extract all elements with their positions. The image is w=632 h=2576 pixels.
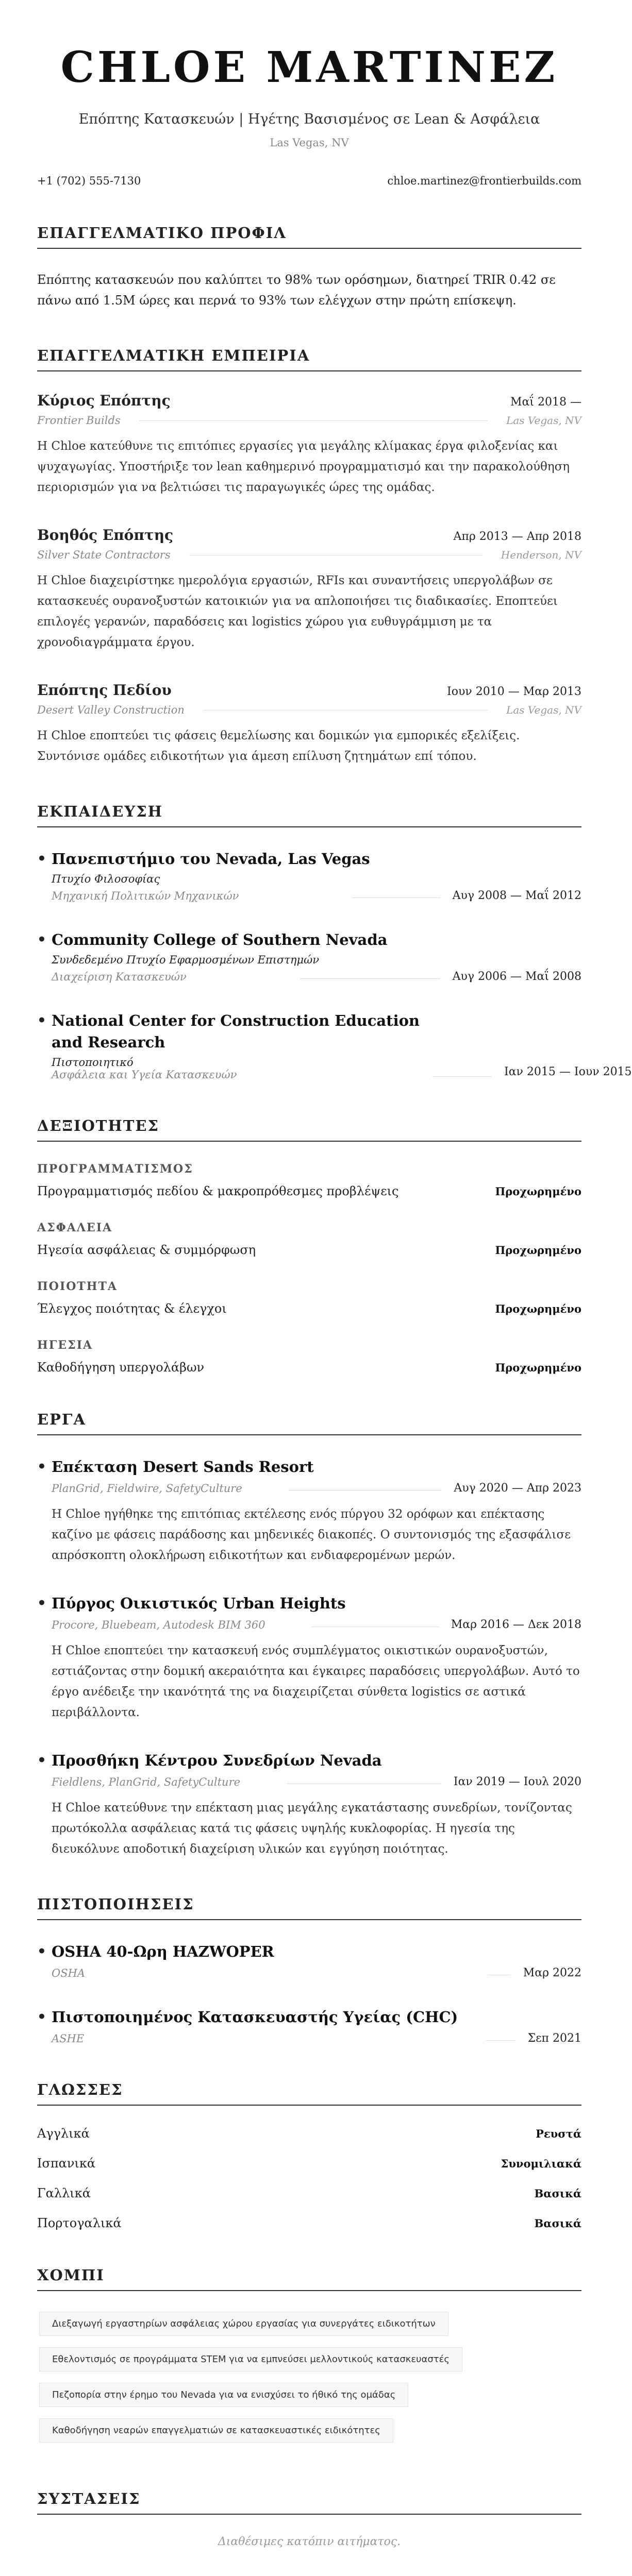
education-entry — [37, 929, 581, 983]
skill-category: ΠΡΟΓΡΑΜΜΑΤΙΣΜΟΣ — [37, 1162, 193, 1176]
skill-group — [37, 1280, 581, 1316]
language-level: Βασικά — [534, 2217, 581, 2230]
job-dates: Ιουν 2010 — Μαρ 2013 — [447, 685, 581, 698]
languages-section — [37, 2081, 581, 2230]
section-title: ΣΥΣΤΑΣΕΙΣ — [37, 2490, 581, 2515]
certification-issuer: OSHA — [52, 1967, 86, 1979]
job-location: Henderson, NV — [501, 549, 581, 561]
project-description: Η Chloe εποπτεύει την κατασκευή ενός συμπλέγματος οικιστικών ουρανοξυστών, εστιάζοντας στην δομική ακεραιότητα και έγκαιρες παραδόσεις υπεργολάβων. Αυτό το έργο ανέδειξε την ικανότητά της να διαχειρίζεται σύνθετα logistics σε αστικά περιβάλλοντα. — [52, 1644, 580, 1719]
section-title: ΓΛΩΣΣΕΣ — [37, 2081, 581, 2106]
language-name: Ισπανικά — [37, 2156, 96, 2171]
hobby-tag: Εθελοντισμός σε προγράμματα STEM για να εμπνεύσει μελλοντικούς κατασκευαστές — [39, 2347, 462, 2371]
certification-name: OSHA 40-Ωρη HAZWOPER — [52, 1943, 274, 1960]
field-of-study: Μηχανική Πολιτικών Μηχανικών — [52, 890, 239, 902]
project-dates: Αυγ 2020 — Απρ 2023 — [454, 1482, 581, 1495]
resume-header — [37, 43, 581, 187]
job-dates: Μαΐ 2018 — — [510, 396, 581, 409]
bullet-icon: • — [37, 1012, 46, 1029]
language-row — [37, 2216, 581, 2230]
job-entry — [37, 527, 581, 653]
candidate-location: Las Vegas, NV — [270, 137, 349, 149]
skill-group — [37, 1162, 581, 1198]
divider — [139, 420, 488, 421]
language-level: Βασικά — [534, 2187, 581, 2200]
degree-name: Συνδεδεμένο Πτυχίο Εφαρμοσμένων Επιστημών — [52, 954, 320, 966]
references-section — [37, 2490, 581, 2548]
degree-name: Πτυχίο Φιλοσοφίας — [52, 873, 160, 885]
project-dates: Μαρ 2016 — Δεκ 2018 — [451, 1618, 581, 1631]
language-name: Γαλλικά — [37, 2186, 91, 2200]
profile-section — [37, 224, 581, 311]
skill-category: ΗΓΕΣΙΑ — [37, 1338, 93, 1352]
project-entry — [37, 1750, 581, 1859]
project-dates: Ιαν 2019 — Ιουλ 2020 — [453, 1775, 581, 1788]
job-company: Frontier Builds — [37, 414, 121, 427]
divider — [300, 978, 440, 979]
section-title: ΕΚΠΑΙΔΕΥΣΗ — [37, 803, 581, 827]
bullet-icon: • — [37, 1458, 46, 1475]
bullet-icon: • — [37, 2008, 46, 2025]
skill-name: Καθοδήγηση υπεργολάβων — [37, 1360, 205, 1375]
section-title: ΠΙΣΤΟΠΟΙΗΣΕΙΣ — [37, 1895, 581, 1920]
projects-section — [37, 1411, 581, 1859]
language-name: Πορτογαλικά — [37, 2216, 122, 2230]
language-level: Ρευστά — [536, 2127, 581, 2140]
education-section — [37, 803, 632, 1081]
language-level: Συνομιλιακά — [501, 2157, 581, 2170]
skill-level: Προχωρημένο — [495, 1302, 581, 1315]
job-location: Las Vegas, NV — [506, 704, 581, 716]
hobby-tag: Διεξαγωγή εργαστηρίων ασφάλειας χώρου εργασίας για συνεργάτες ειδικοτήτων — [39, 2312, 448, 2336]
references-note: Διαθέσιμες κατόπιν αιτήματος. — [218, 2535, 401, 2548]
language-row — [37, 2156, 581, 2171]
project-name: Πύργος Οικιστικός Urban Heights — [52, 1595, 346, 1612]
certification-issuer: ASHE — [52, 2032, 85, 2045]
hobby-tag: Πεζοπορία στην έρημο του Nevada για να ενισχύσει το ήθικό της ομάδας — [39, 2383, 408, 2407]
degree-name: Πιστοποιητικό — [52, 1056, 134, 1069]
phone-number: +1 (702) 555-7130 — [37, 175, 141, 187]
email-address: chloe.martinez@frontierbuilds.com — [387, 175, 581, 187]
job-description: Η Chloe εποπτεύει τις φάσεις θεμελίωσης και δομικών για εμπορικές εξελίξεις. Συντόνισε ομάδες ειδικοτήτων για άμεση επίλυση ζητημάτων επί τόπου. — [37, 729, 520, 763]
education-dates: Ιαν 2015 — Ιουν 2015 — [504, 1065, 632, 1078]
skill-level: Προχωρημένο — [495, 1244, 581, 1257]
hobby-list — [37, 2312, 581, 2454]
certification-date: Σεπ 2021 — [527, 2032, 581, 2045]
institution-name: Community College of Southern Nevada — [52, 931, 388, 948]
divider — [312, 1626, 439, 1627]
bullet-icon: • — [37, 850, 46, 867]
section-title: ΕΠΑΓΓΕΛΜΑΤΙΚΟ ΠΡΟΦΙΛ — [37, 224, 581, 249]
skills-section — [37, 1117, 581, 1375]
skill-name: Προγραμματισμός πεδίου & μακροπρόθεσμες προβλέψεις — [37, 1184, 399, 1198]
job-entry — [37, 682, 581, 767]
divider — [433, 1076, 492, 1077]
job-location: Las Vegas, NV — [506, 414, 581, 427]
project-entry — [37, 1456, 581, 1566]
section-title: ΔΕΞΙΟΤΗΤΕΣ — [37, 1117, 581, 1142]
job-description: Η Chloe κατεύθυνε τις επιτόπιες εργασίες για μεγάλης κλίμακας έργα φιλοξενίας και ψυχαγωγίας. Υποστήριξε τον lean καθημερινό προγραμματισμό και την παρακολούθηση περιορισμών για να βελτιώσει τις παραγωγικές ώρες της ομάδας. — [37, 439, 570, 494]
project-tools: Fieldlens, PlanGrid, SafetyCulture — [52, 1776, 241, 1788]
certification-name: Πιστοποιημένος Κατασκευαστής Υγείας (CHC) — [52, 2008, 458, 2026]
project-tools: Procore, Bluebeam, Autodesk BIM 360 — [52, 1619, 265, 1631]
section-title: ΧΟΜΠΙ — [37, 2266, 581, 2291]
language-row — [37, 2126, 581, 2141]
hobbies-section — [37, 2266, 581, 2454]
language-row — [37, 2186, 581, 2200]
job-dates: Απρ 2013 — Απρ 2018 — [453, 530, 581, 543]
certification-entry — [37, 2006, 581, 2045]
education-dates: Αυγ 2006 — Μαΐ 2008 — [452, 970, 581, 983]
bullet-icon: • — [37, 1943, 46, 1960]
institution-name: National Center for Construction Education and Research — [52, 1012, 420, 1051]
field-of-study: Ασφάλεια και Υγεία Κατασκευών — [52, 1069, 237, 1081]
project-tools: PlanGrid, Fieldwire, SafetyCulture — [52, 1482, 242, 1495]
bullet-icon: • — [37, 1752, 46, 1769]
skill-group — [37, 1221, 581, 1257]
skill-level: Προχωρημένο — [495, 1361, 581, 1374]
education-entry — [37, 1010, 632, 1081]
certification-date: Μαρ 2022 — [523, 1967, 581, 1979]
bullet-icon: • — [37, 931, 46, 948]
education-dates: Αυγ 2008 — Μαΐ 2012 — [452, 889, 581, 902]
field-of-study: Διαχείριση Κατασκευών — [52, 971, 187, 983]
language-name: Αγγλικά — [37, 2126, 90, 2141]
certifications-section — [37, 1895, 581, 2045]
candidate-name: CHLOE MARTINEZ — [60, 43, 558, 92]
project-description: Η Chloe ηγήθηκε της επιτόπιας εκτέλεσης ενός πύργου 32 ορόφων και επέκτασης καζίνο με φάσεις παράδοσης και μηδενικές διακοπές. Ο συντονισμός της εξασφάλισε απρόσκοπτη ολοκλήρωση ειδικοτήτων και ενδιαφερομένων μερών. — [52, 1507, 571, 1562]
institution-name: Πανεπιστήμιο του Nevada, Las Vegas — [52, 850, 370, 868]
skill-category: ΑΣΦΑΛΕΙΑ — [37, 1221, 113, 1234]
skill-level: Προχωρημένο — [495, 1185, 581, 1198]
project-description: Η Chloe κατεύθυνε την επέκταση μιας μεγάλης εγκατάστασης συνεδρίων, τονίζοντας πρωτόκολλα ασφάλειας κατά τις φάσεις υψηλής κυκλοφορίας. Η ηγεσία της διευκόλυνε αποδοτική διαχείριση υλικών και εγγύηση ποιότητας. — [52, 1801, 572, 1856]
project-name: Επέκταση Desert Sands Resort — [52, 1458, 314, 1476]
section-title: ΕΠΑΓΓΕΛΜΑΤΙΚΗ ΕΜΠΕΙΡΙΑ — [37, 347, 581, 371]
job-title: Κύριος Επόπτης — [37, 392, 171, 409]
education-entry — [37, 848, 581, 902]
job-description: Η Chloe διαχειρίστηκε ημερολόγια εργασιών, RFIs και συναντήσεις υπεργολάβων σε κατασκευές ουρανοξυστών κατοικιών για να απλοποιήσει τις διαδικασίες. Εποπτεύει επιλογές γερανών, παραδόσεις και logistics χώρου για ευθυγράμμιση με τα χρονοδιαγράμματα έργου. — [37, 574, 558, 649]
contact-row — [37, 175, 581, 187]
divider — [486, 2040, 515, 2041]
profile-summary: Επόπτης κατασκευών που καλύπτει το 98% των ορόσημων, διατηρεί TRIR 0.42 σε πάνω από 1.5M ώρες και περνά το 93% των ελέγχων στην πρώτη επίσκεψη. — [37, 273, 556, 308]
job-company: Silver State Contractors — [37, 549, 171, 561]
skill-name: Ηγεσία ασφάλειας & συμμόρφωση — [37, 1243, 256, 1257]
skill-group — [37, 1338, 581, 1375]
experience-section — [37, 347, 581, 767]
candidate-headline: Επόπτης Κατασκευών | Ηγέτης Βασισμένος σε Lean & Ασφάλεια — [78, 111, 540, 127]
divider — [352, 897, 440, 898]
certification-entry — [37, 1941, 581, 1979]
job-title: Επόπτης Πεδίου — [37, 682, 172, 699]
job-company: Desert Valley Construction — [37, 704, 185, 716]
job-entry — [37, 392, 581, 498]
project-name: Προσθήκη Κέντρου Συνεδρίων Nevada — [52, 1752, 382, 1769]
skill-category: ΠΟΙΟΤΗΤΑ — [37, 1280, 118, 1293]
project-entry — [37, 1592, 581, 1723]
bullet-icon: • — [37, 1595, 46, 1612]
hobby-tag: Καθοδήγηση νεαρών επαγγελματιών σε κατασκευαστικές ειδικότητες — [39, 2418, 393, 2443]
skill-name: Έλεγχος ποιότητας & έλεγχοι — [37, 1301, 227, 1316]
section-title: ΕΡΓΑ — [37, 1411, 581, 1435]
job-title: Βοηθός Επόπτης — [37, 527, 174, 544]
